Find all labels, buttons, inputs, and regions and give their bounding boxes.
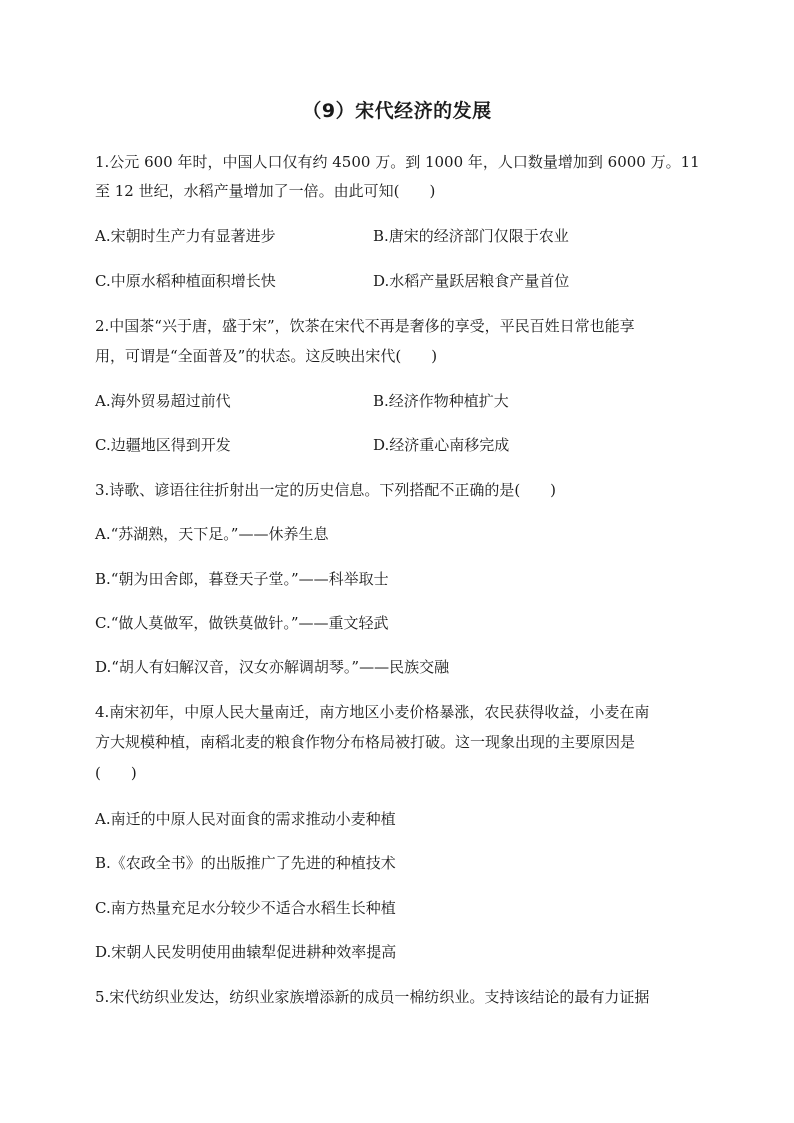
question-3-option-a: A.“苏湖熟，天下足。”——休养生息: [95, 525, 329, 543]
question-4-option-c: C.南方热量充足水分较少不适合水稻生长种植: [95, 899, 396, 917]
question-4-stem-line-2: 方大规模种植，南稻北麦的粮食作物分布格局被打破。这一现象出现的主要原因是: [95, 733, 636, 751]
question-4-option-a: A.南迁的中原人民对面食的需求推动小麦种植: [95, 810, 396, 828]
question-3-option-c: C.“做人莫做军，做铁莫做针。”——重文轻武: [95, 614, 389, 632]
question-1-stem-line-2: 至 12 世纪，水稻产量增加了一倍。由此可知( ): [95, 182, 436, 200]
question-5-stem-line-1: 5.宋代纺织业发达，纺织业家族增添新的成员一棉纺织业。支持该结论的最有力证据: [95, 988, 650, 1006]
page-title: （9）宋代经济的发展: [302, 100, 492, 122]
question-1-option-d: D.水稻产量跃居粮食产量首位: [373, 272, 570, 290]
question-2-option-c: C.边疆地区得到开发: [95, 436, 231, 454]
question-1-option-a: A.宋朝时生产力有显著进步: [95, 227, 276, 245]
question-4-stem-line-3: ( ): [95, 764, 137, 782]
question-4-option-b: B.《农政全书》的出版推广了先进的种植技术: [95, 854, 396, 872]
question-4-stem-line-1: 4.南宋初年，中原人民大量南迁，南方地区小麦价格暴涨，农民获得收益，小麦在南: [95, 703, 650, 721]
question-3-option-d: D.“胡人有妇解汉音，汉女亦解调胡琴。”——民族交融: [95, 658, 450, 676]
question-1-option-b: B.唐宋的经济部门仅限于农业: [373, 227, 569, 245]
question-3-option-b: B.“朝为田舍郎，暮登天子堂。”——科举取士: [95, 570, 389, 588]
question-2-option-d: D.经济重心南移完成: [373, 436, 510, 454]
question-1-stem-line-1: 1.公元 600 年时，中国人口仅有约 4500 万。到 1000 年，人口数量增加到 6000 万。11: [95, 153, 700, 171]
question-2-stem-line-1: 2.中国茶“兴于唐，盛于宋”，饮茶在宋代不再是奢侈的享受，平民百姓日常也能享: [95, 317, 635, 335]
question-1-option-c: C.中原水稻种植面积增长快: [95, 272, 276, 290]
question-2-option-b: B.经济作物种植扩大: [373, 392, 509, 410]
question-2-stem-line-2: 用，可谓是“全面普及”的状态。这反映出宋代( ): [95, 347, 438, 365]
question-2-option-a: A.海外贸易超过前代: [95, 392, 231, 410]
question-4-option-d: D.宋朝人民发明使用曲辕犁促进耕种效率提高: [95, 943, 397, 961]
question-3-stem-line-1: 3.诗歌、谚语往往折射出一定的历史信息。下列搭配不正确的是( ): [95, 481, 557, 499]
